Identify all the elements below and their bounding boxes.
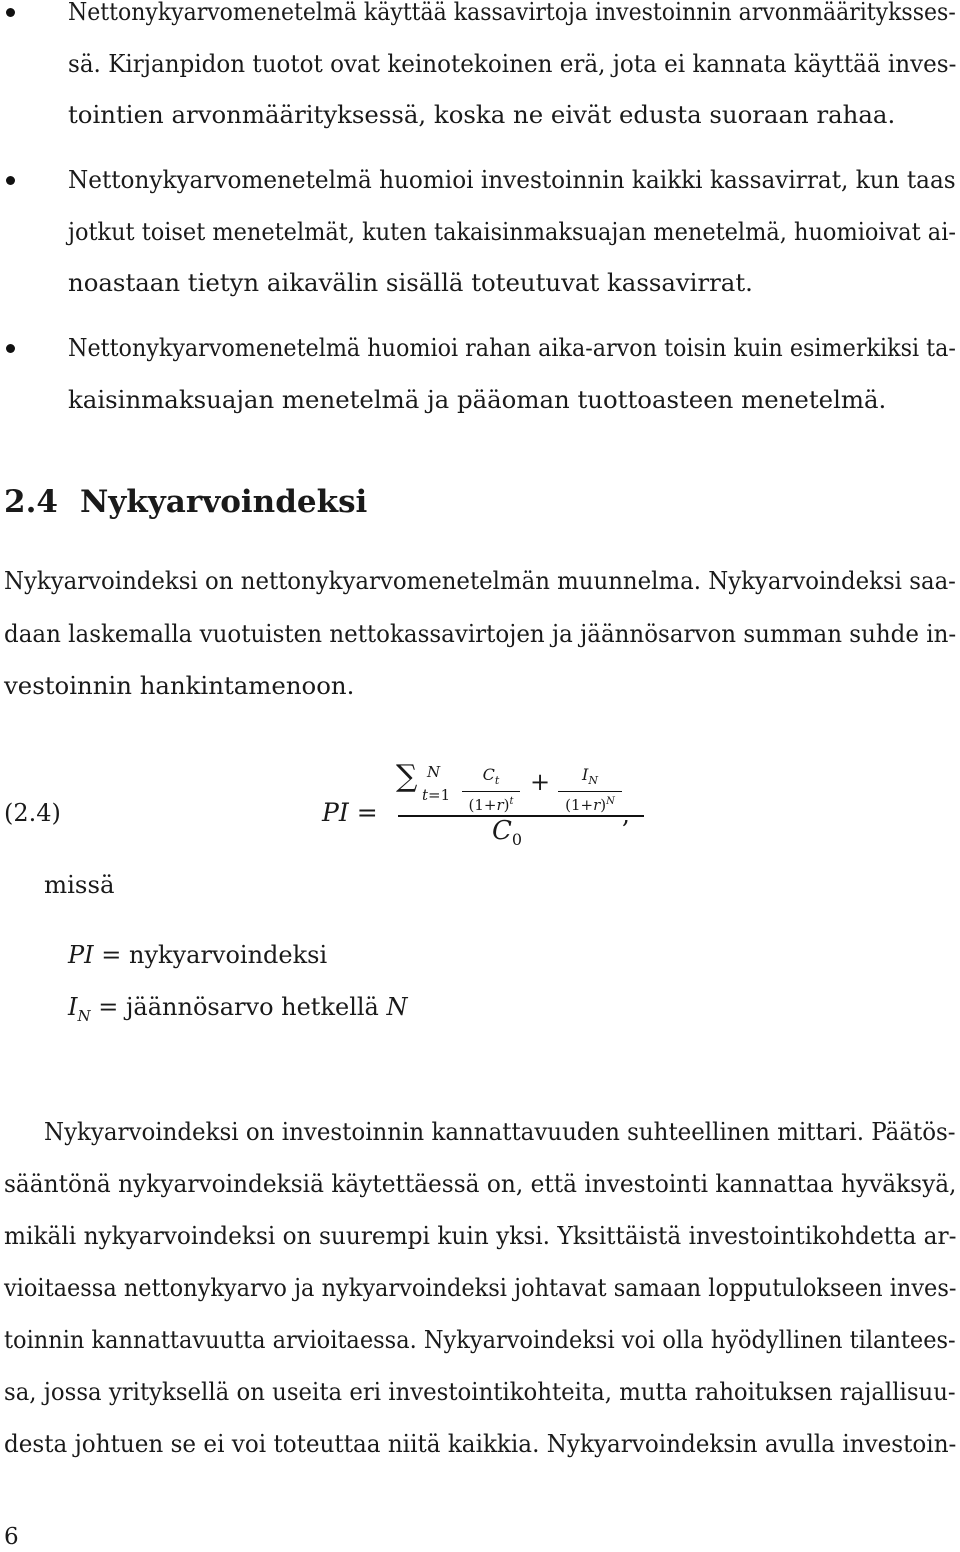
equation-pi (322, 760, 662, 860)
sum-start: =1 (428, 786, 451, 804)
sum-index: t (422, 786, 429, 804)
closing-line-3: mikäli nykyarvoindeksi on suurempi kuin yksi. Yksittäistä investointikohdetta ar- (4, 1221, 957, 1250)
term1-numerator: $C_t$ (482, 765, 500, 788)
lhs-symbol: PI (322, 798, 349, 827)
closing-line-4: vioitaessa nettonykyarvo ja nykyarvoindeksi johtavat samaan lopputulokseen inves- (4, 1273, 957, 1302)
intro-line-1: Nykyarvoindeksi on nettonykyarvomenetelmän muunnelma. Nykyarvoindeksi saa- (4, 566, 956, 595)
bullet-marker-2 (6, 176, 15, 185)
intro-line-2: daan laskemalla vuotuisten nettokassavirtojen ja jäännösarvon summan suhde in- (4, 619, 957, 648)
term2-bar (558, 791, 622, 792)
term1-denominator: $(1+r)^t$ (468, 796, 514, 815)
equals-sign: = (356, 798, 378, 827)
definition-symbol: PI (68, 941, 94, 969)
bullet-2-line-2: jotkut toiset menetelmät, kuten takaisinmaksuajan menetelmä, huomioivat ai- (68, 217, 956, 246)
closing-line-7: desta johtuen se ei voi toteuttaa niitä kaikkia. Nykyarvoindeksin avulla investoin- (4, 1429, 957, 1458)
sum-upper-limit: N (427, 763, 441, 781)
fraction-term2 (558, 766, 622, 814)
equation-lhs (322, 798, 378, 827)
definition-text: = jäännösarvo hetkellä (98, 993, 379, 1021)
equation-comma: , (622, 800, 630, 829)
definition-text: = nykyarvoindeksi (101, 941, 328, 969)
bullet-marker-1 (6, 8, 15, 17)
bullet-2-line-3: noastaan tietyn aikavälin sisällä toteutuvat kassavirrat. (68, 268, 753, 297)
fraction-term1 (462, 766, 520, 814)
bullet-1-line-1: Nettonykyarvomenetelmä käyttää kassavirtoja investoinnin arvonmäärityksses- (68, 0, 956, 26)
term1-bar (462, 791, 520, 792)
bullet-1-line-2: sä. Kirjanpidon tuotot ovat keinotekoinen erä, jota ei kannata käyttää inves- (68, 49, 957, 78)
definition-var: N (386, 993, 408, 1021)
bullet-3-line-1: Nettonykyarvomenetelmä huomioi rahan aika-arvon toisin kuin esimerkiksi ta- (68, 333, 956, 362)
term2-denominator: $(1+r)^N$ (565, 796, 615, 815)
bullet-2-line-1: Nettonykyarvomenetelmä huomioi investoinnin kaikki kassavirrat, kun taas (68, 165, 956, 194)
section-title: Nykyarvoindeksi (79, 484, 368, 520)
definition-pi (68, 940, 327, 970)
bullet-marker-3 (6, 344, 15, 353)
equation-number: (2.4) (4, 799, 61, 827)
plus-sign: + (530, 768, 551, 796)
intro-line-3: vestoinnin hankintamenoon. (4, 671, 355, 700)
bullet-3-line-2: kaisinmaksuajan menetelmä ja pääoman tuottoasteen menetelmä. (68, 385, 887, 414)
closing-line-6: sa, jossa yrityksellä on useita eri investointikohteita, mutta rahoituksen rajallisuu- (4, 1377, 956, 1406)
section-number: 2.4 (4, 484, 58, 520)
main-denominator: $C_0$ (492, 816, 523, 850)
closing-line-1: Nykyarvoindeksi on investoinnin kannattavuuden suhteellinen mittari. Päätös- (44, 1117, 956, 1146)
closing-line-2: sääntönä nykyarvoindeksiä käytettäessä on, että investointi kannattaa hyväksyä, (4, 1169, 957, 1198)
sum-lower-limit (422, 786, 450, 804)
bullet-1-line-3: tointien arvonmäärityksessä, koska ne eivät edusta suoraan rahaa. (68, 100, 896, 129)
section-heading (4, 482, 367, 522)
definition-symbol: I (68, 993, 78, 1021)
definition-in (68, 992, 408, 1031)
term2-numerator: $I_N$ (582, 765, 598, 788)
sigma-symbol: ∑ (396, 759, 418, 794)
definition-symbol-sub: N (77, 1006, 91, 1025)
where-label: missä (44, 870, 115, 899)
page-number: 6 (4, 1524, 19, 1550)
closing-line-5: toinnin kannattavuutta arvioitaessa. Nykyarvoindeksi voi olla hyödyllinen tilantees- (4, 1325, 956, 1354)
